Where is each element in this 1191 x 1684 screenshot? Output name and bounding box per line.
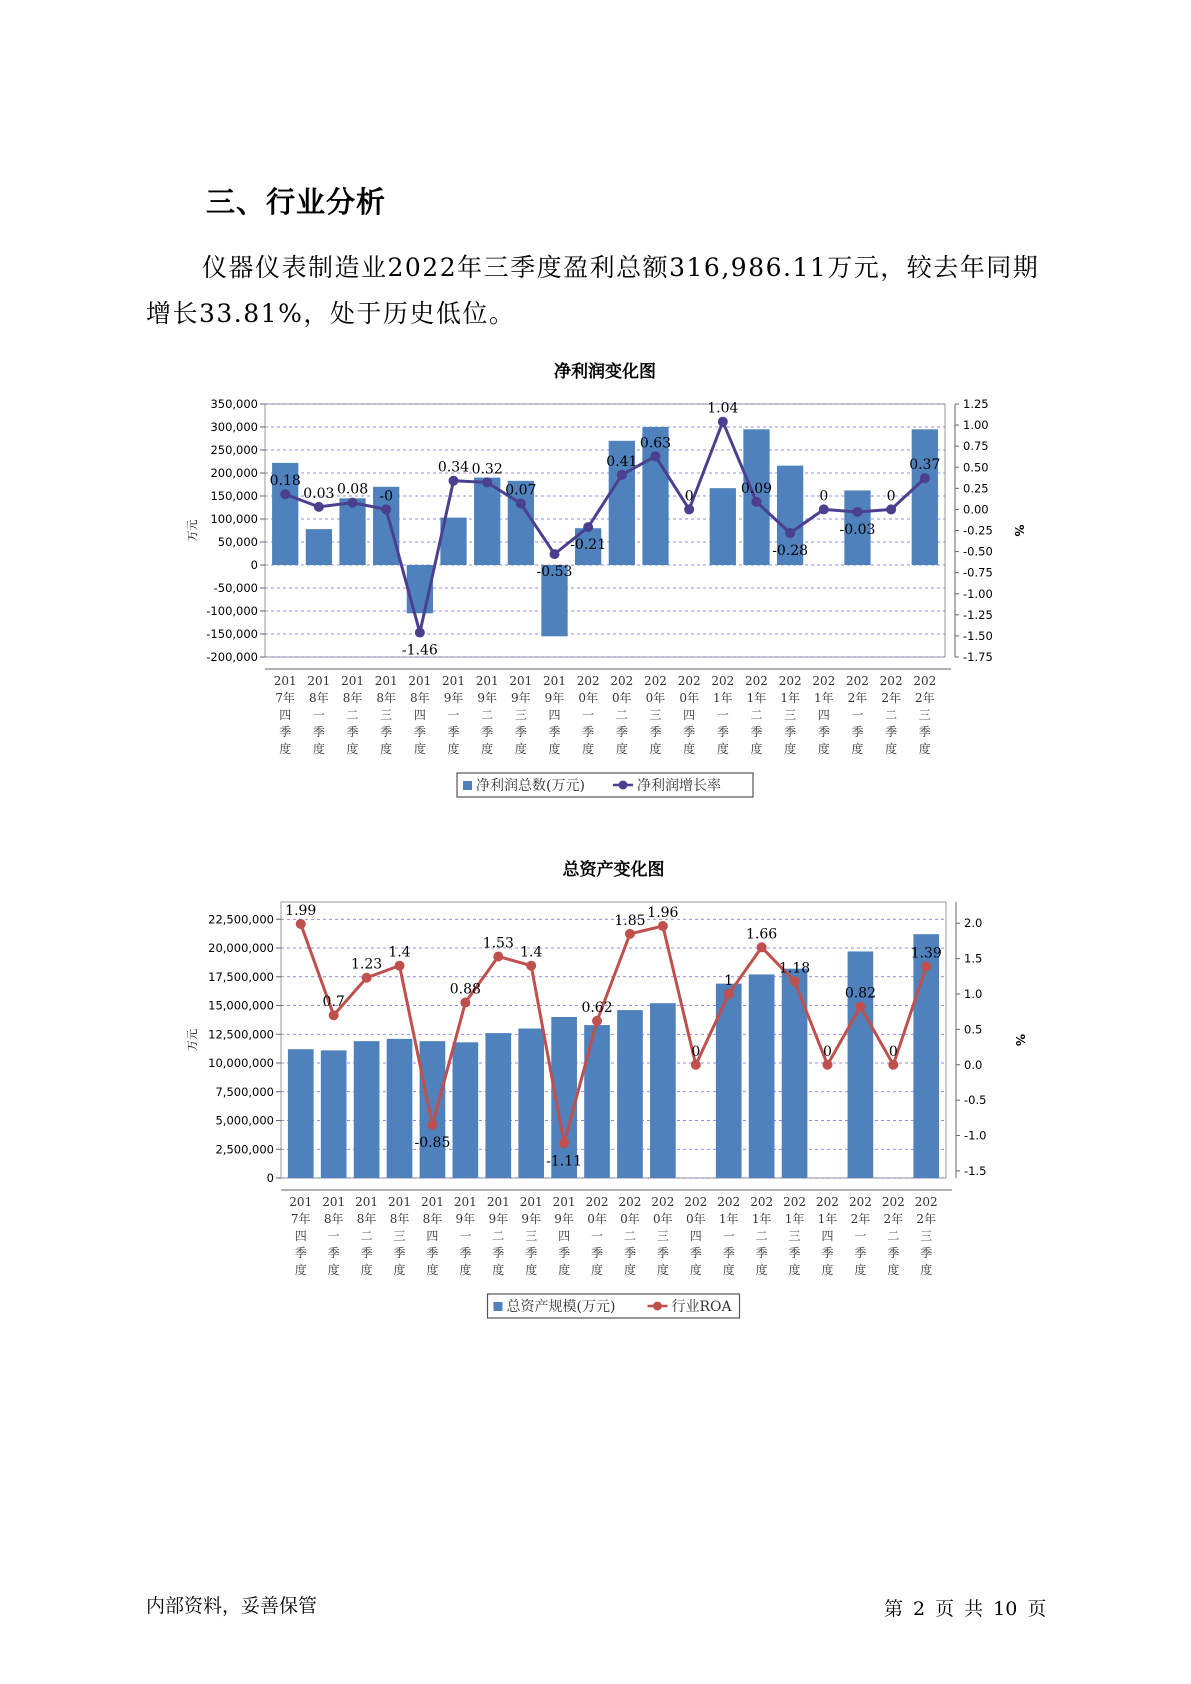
legend	[457, 773, 753, 797]
y-tick-label: 17,500,000	[208, 969, 274, 984]
y-tick-label: 7,500,000	[215, 1084, 274, 1099]
y2-tick-label: 1.5	[964, 951, 983, 966]
bar	[306, 529, 332, 565]
line-point	[427, 1120, 437, 1130]
x-tick-label: 202 0年一季度	[585, 1195, 609, 1277]
y2-tick-label: -0.25	[963, 523, 993, 538]
bar	[387, 1039, 413, 1178]
line-point	[888, 1060, 898, 1070]
y2-tick-label: 0.75	[963, 439, 989, 454]
bar	[474, 478, 500, 565]
bar	[749, 974, 775, 1178]
line-point	[822, 1060, 832, 1070]
y2-tick-label: 0.00	[963, 502, 989, 517]
line-point	[516, 499, 526, 509]
y-tick-label: 50,000	[217, 535, 258, 549]
legend-bar-label: 总资产规模(万元)	[506, 1299, 616, 1315]
data-label: 0	[819, 488, 829, 505]
data-label: -1.46	[401, 642, 438, 659]
bar	[710, 488, 736, 565]
x-tick-label: 201 8年四季度	[420, 1195, 444, 1277]
line-point	[381, 504, 391, 514]
x-tick-label: 201 8年一季度	[322, 1195, 346, 1277]
y2-tick-label: -1.0	[964, 1128, 987, 1143]
y-tick-label: -100,000	[206, 604, 258, 618]
data-label: 0.07	[505, 482, 537, 499]
bar	[420, 1041, 446, 1178]
legend-line-label: 行业ROA	[671, 1299, 732, 1315]
bar	[912, 429, 938, 565]
data-label: 0.63	[639, 435, 672, 452]
y-tick-label: 10,000,000	[208, 1056, 274, 1070]
x-tick-label: 202 2年二季度	[881, 1195, 905, 1277]
line-point	[921, 961, 931, 971]
y-tick-label: -200,000	[206, 650, 258, 664]
line-point	[415, 628, 425, 638]
y2-tick-label: -1.25	[963, 607, 993, 622]
x-tick-label: 202 2年一季度	[846, 674, 869, 756]
line-point	[757, 942, 767, 952]
line-point	[280, 489, 290, 499]
x-tick-label: 201 8年二季度	[341, 674, 364, 756]
x-tick-label: 202 0年一季度	[576, 674, 600, 756]
data-label: 0.09	[740, 480, 773, 497]
bar	[617, 1010, 643, 1178]
data-label: 0.34	[437, 459, 470, 476]
footer-confidential: 内部资料，妥善保管	[146, 1595, 318, 1617]
legend-line-label: 净利润增长率	[637, 778, 721, 794]
data-label: 1.4	[520, 944, 543, 961]
line-point	[395, 961, 405, 971]
bar	[650, 1003, 676, 1178]
line-point	[751, 497, 761, 507]
x-tick-label: 202 2年二季度	[879, 674, 903, 756]
y2-tick-label: 1.00	[963, 418, 989, 433]
x-tick-label: 201 9年二季度	[475, 674, 499, 756]
bar	[339, 498, 365, 565]
line-point	[493, 951, 503, 961]
line-point	[592, 1016, 602, 1026]
x-tick-label: 202 2年三季度	[913, 674, 937, 756]
y-tick-label: 0	[250, 558, 258, 572]
line-point	[348, 498, 358, 508]
y2-tick-label: 0.0	[964, 1057, 983, 1072]
data-label: 0.88	[449, 981, 481, 998]
x-tick-label: 202 1年四季度	[816, 1195, 839, 1277]
data-label: 0	[886, 488, 896, 505]
line-point	[550, 549, 560, 559]
data-label: 0	[691, 1043, 701, 1060]
data-label: 1.66	[746, 926, 778, 943]
line-point	[684, 504, 694, 514]
y-tick-label: -150,000	[206, 627, 258, 641]
legend-line-marker	[653, 1302, 662, 1311]
total-num: 10	[993, 1598, 1018, 1620]
y2-axis-label: %	[1012, 524, 1026, 537]
y-tick-label: 350,000	[210, 397, 258, 411]
line-point	[855, 1002, 865, 1012]
data-label: -0.03	[839, 521, 876, 538]
chart-title: 净利润变化图	[554, 362, 656, 382]
line-point	[583, 522, 593, 532]
data-label: 1.96	[647, 905, 679, 922]
x-tick-label: 201 9年一季度	[442, 674, 465, 756]
plot-area	[281, 902, 946, 1178]
x-tick-label: 202 1年一季度	[711, 674, 735, 756]
y-axis-label: 万元	[186, 1029, 199, 1051]
summary-text: 仪器仪表制造业2022年三季度盈利总额316,986.11万元，较去年同期增长33.81%，处于历史低位。	[146, 253, 1040, 328]
data-label: 0	[684, 488, 694, 505]
data-label: -0	[379, 488, 394, 505]
data-label: 1.18	[778, 960, 811, 977]
data-label: 1.39	[910, 945, 942, 962]
line-point	[886, 504, 896, 514]
total-label: 共	[964, 1598, 984, 1620]
data-label: 0.62	[581, 999, 613, 1016]
summary-paragraph	[146, 245, 1046, 337]
x-tick-label: 202 0年二季度	[618, 1195, 642, 1277]
x-tick-label: 201 7年四季度	[289, 1195, 313, 1277]
total-assets-chart-svg	[180, 853, 1027, 1315]
legend-bar-swatch	[494, 1302, 503, 1311]
y2-tick-label: -1.00	[963, 586, 993, 601]
x-tick-label: 202 1年二季度	[745, 674, 768, 756]
line-point	[658, 921, 668, 931]
legend-line-marker	[619, 781, 628, 790]
line-point	[790, 976, 800, 986]
data-label: 0.03	[303, 485, 335, 502]
x-tick-label: 201 8年一季度	[307, 674, 331, 756]
data-label: 0.41	[606, 453, 638, 470]
page-label: 第	[884, 1598, 904, 1620]
x-tick-label: 202 0年四季度	[677, 674, 701, 756]
x-tick-label: 201 8年三季度	[374, 674, 398, 756]
total-assets-chart	[180, 853, 1027, 1315]
x-tick-label: 202 2年三季度	[914, 1195, 938, 1277]
y-tick-label: 300,000	[210, 420, 258, 434]
data-label: 0.37	[909, 457, 941, 474]
bar	[485, 1033, 511, 1178]
data-label: 0	[888, 1043, 898, 1060]
y2-tick-label: -1.75	[963, 650, 993, 664]
y2-tick-label: -0.50	[963, 544, 993, 559]
y-tick-label: 200,000	[210, 466, 258, 480]
line-point	[526, 961, 536, 971]
y-tick-label: 250,000	[210, 443, 258, 457]
x-tick-label: 202 0年三季度	[651, 1195, 675, 1277]
x-tick-label: 202 1年二季度	[750, 1195, 774, 1277]
page-num: 2	[913, 1598, 926, 1620]
x-tick-label: 201 8年三季度	[388, 1195, 411, 1277]
bar	[518, 1029, 544, 1179]
data-label: -0.85	[414, 1134, 451, 1151]
line-point	[329, 1010, 339, 1020]
data-label: 1.23	[351, 956, 383, 973]
data-label: 0.32	[471, 461, 503, 478]
line-point	[559, 1138, 569, 1148]
data-label: -0.21	[570, 537, 607, 554]
x-tick-label: 201 9年四季度	[543, 674, 566, 756]
line-point	[819, 504, 829, 514]
line-point	[724, 989, 734, 999]
y2-tick-label: -1.50	[963, 628, 993, 643]
y-axis-label: 万元	[186, 519, 199, 542]
y-tick-label: 5,000,000	[215, 1113, 274, 1128]
line-point	[920, 473, 930, 483]
data-label: 0.82	[844, 985, 876, 1002]
bar	[584, 1025, 610, 1178]
data-label: 0.18	[269, 473, 301, 490]
x-tick-label: 201 8年二季度	[355, 1195, 379, 1277]
chart-title: 总资产变化图	[562, 860, 665, 880]
data-label: 1.4	[388, 944, 411, 961]
line-point	[625, 929, 635, 939]
x-tick-label: 202 1年四季度	[812, 674, 836, 756]
x-tick-label: 202 0年四季度	[684, 1195, 708, 1277]
line-point	[449, 476, 459, 486]
line-point	[852, 507, 862, 517]
line-point	[718, 417, 728, 427]
x-tick-label: 202 1年三季度	[778, 674, 802, 756]
data-label: 0.08	[336, 481, 369, 498]
x-tick-label: 202 0年三季度	[644, 674, 667, 756]
y2-tick-label: 0.25	[963, 481, 989, 496]
x-tick-label: 201 8年四季度	[408, 674, 432, 756]
x-tick-label: 201 9年二季度	[486, 1195, 510, 1277]
footer-page-number	[884, 1594, 1056, 1621]
x-tick-label: 201 9年三季度	[519, 1195, 543, 1277]
x-tick-label: 202 2年一季度	[848, 1195, 872, 1277]
x-tick-label: 201 9年三季度	[509, 674, 533, 756]
y-tick-label: 150,000	[210, 489, 258, 503]
line-point	[617, 470, 627, 480]
data-label: -0.28	[772, 543, 809, 560]
y-tick-label: 20,000,000	[208, 941, 274, 955]
line-point	[460, 997, 470, 1007]
line-point	[785, 528, 795, 538]
x-tick-label: 201 9年四季度	[552, 1195, 576, 1277]
legend-bar-label: 净利润总数(万元)	[476, 778, 585, 794]
y2-tick-label: -0.75	[963, 565, 993, 580]
y2-tick-label: 0.50	[963, 460, 989, 475]
bar	[354, 1041, 380, 1178]
line-point	[482, 477, 492, 487]
legend-bar-swatch	[463, 781, 472, 790]
data-label: 1.53	[482, 935, 514, 952]
data-label: -1.11	[546, 1153, 583, 1170]
line-point	[314, 502, 324, 512]
y2-tick-label: 0.5	[964, 1022, 983, 1037]
y2-tick-label: -1.5	[964, 1163, 987, 1178]
y-tick-label: 12,500,000	[208, 1027, 274, 1042]
y2-axis-label: %	[1013, 1033, 1027, 1047]
y-tick-label: 100,000	[210, 512, 258, 526]
total-unit: 页	[1027, 1598, 1047, 1620]
line-point	[296, 919, 306, 929]
x-tick-label: 202 1年三季度	[783, 1195, 807, 1277]
x-tick-label: 201 7年四季度	[273, 674, 297, 756]
bar	[453, 1042, 479, 1178]
data-label: 1.85	[614, 912, 646, 929]
y2-tick-label: -0.5	[964, 1093, 987, 1108]
net-profit-chart-svg	[180, 355, 1026, 815]
data-label: 1.04	[707, 400, 739, 417]
data-label: 1.99	[285, 902, 317, 919]
y-tick-label: 2,500,000	[215, 1142, 274, 1157]
y2-tick-label: 1.0	[964, 987, 983, 1001]
y-tick-label: -50,000	[213, 581, 258, 595]
line-point	[691, 1060, 701, 1070]
data-label: -0.53	[536, 564, 573, 581]
legend	[488, 1294, 740, 1318]
x-tick-label: 201 9年一季度	[453, 1195, 477, 1277]
bar	[321, 1050, 347, 1178]
y2-tick-label: 1.25	[963, 397, 989, 411]
y-tick-label: 22,500,000	[208, 912, 274, 927]
x-tick-label: 202 0年二季度	[610, 674, 634, 756]
section-title: 三、行业分析	[206, 185, 387, 219]
data-label: 0	[823, 1043, 832, 1060]
y2-tick-label: 2.0	[964, 916, 983, 931]
bar	[288, 1049, 314, 1178]
data-label: 1	[724, 973, 734, 989]
net-profit-chart	[180, 355, 1026, 815]
x-tick-label: 202 1年一季度	[717, 1195, 741, 1277]
line-point	[362, 973, 372, 983]
y-tick-label: 0	[266, 1171, 274, 1185]
line-point	[650, 451, 660, 461]
data-label: 0.7	[322, 994, 345, 1011]
page-unit: 页	[935, 1598, 955, 1620]
y-tick-label: 15,000,000	[208, 998, 274, 1013]
